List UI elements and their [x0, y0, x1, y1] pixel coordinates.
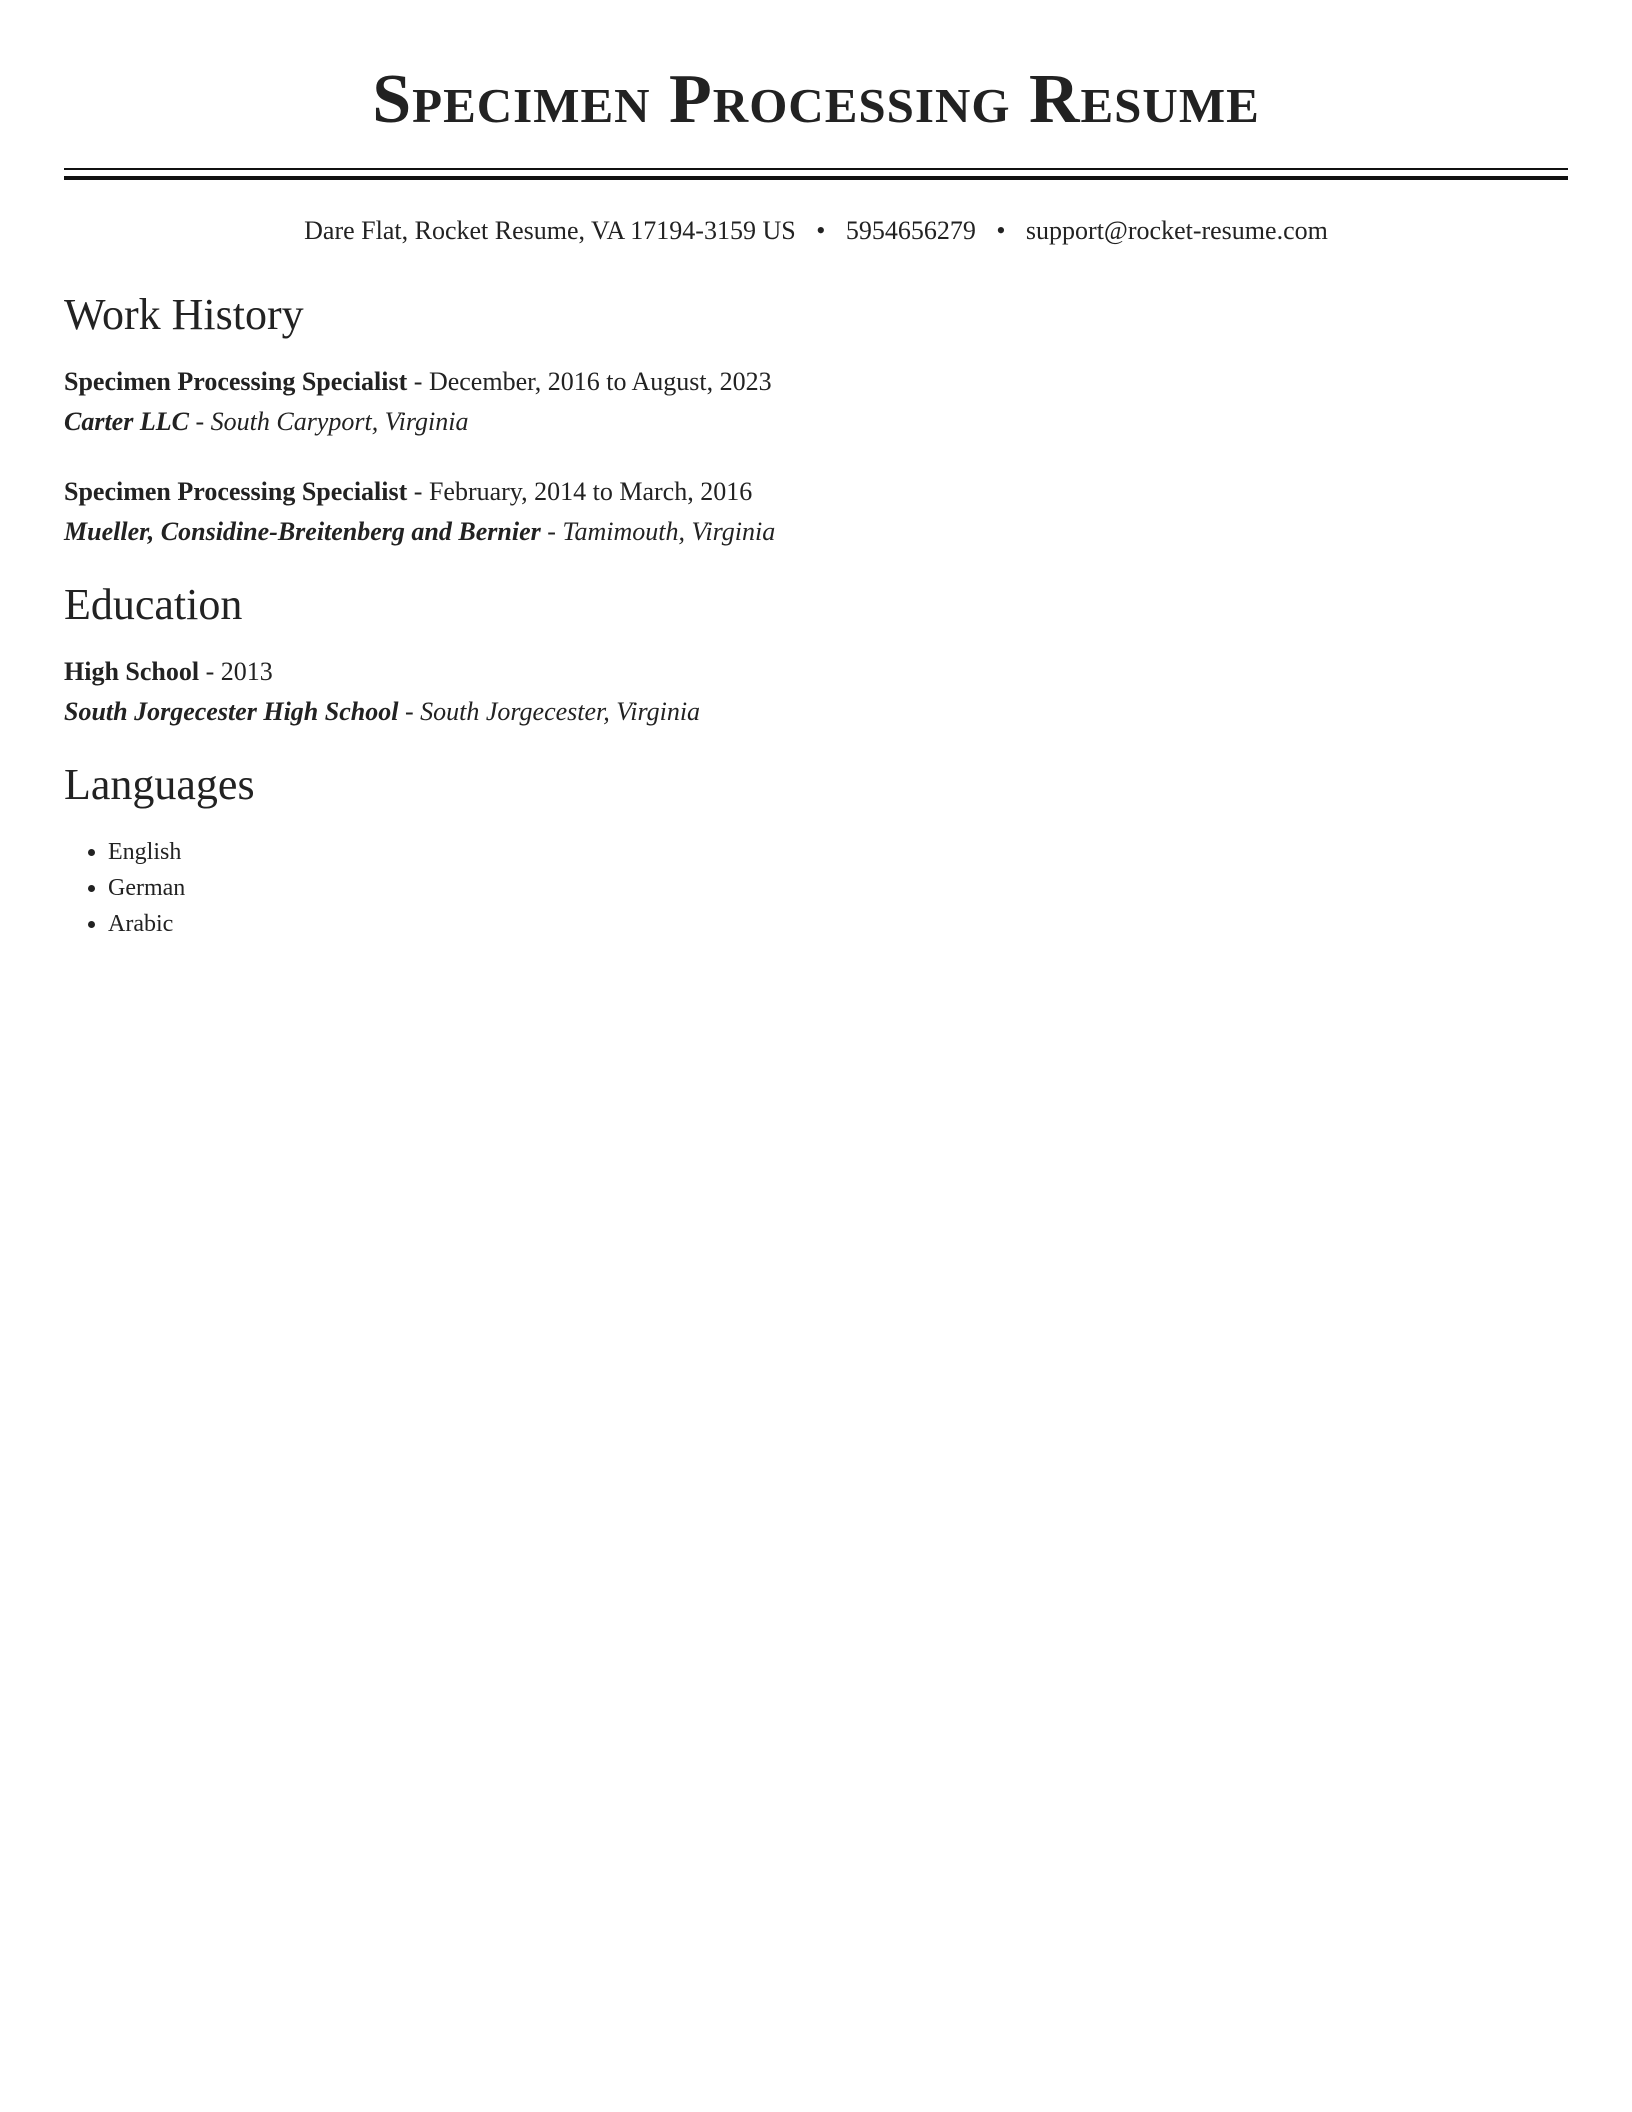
languages-list: [64, 834, 1568, 942]
education-degree-line: [64, 652, 1568, 692]
contact-address: Dare Flat, Rocket Resume, VA 17194-3159 US: [304, 216, 796, 245]
job-dates: February, 2014 to March, 2016: [428, 477, 753, 506]
dash-separator: -: [404, 697, 414, 726]
work-entry: [64, 472, 1568, 552]
work-entry-title-line: [64, 362, 1568, 402]
job-title: Specimen Processing Specialist: [64, 477, 408, 506]
languages-heading: Languages: [64, 760, 255, 809]
contact-email: support@rocket-resume.com: [1025, 216, 1328, 245]
education-school-line: [64, 692, 1568, 732]
contact-phone: 5954656279: [845, 216, 976, 245]
job-title: Specimen Processing Specialist: [64, 367, 408, 396]
language-item: • Arabic: [108, 906, 1568, 942]
degree: High School: [64, 657, 200, 686]
dash-separator: -: [413, 367, 423, 396]
dash-separator: -: [195, 407, 205, 436]
work-entry: [64, 362, 1568, 442]
school-location: South Jorgecester, Virginia: [420, 697, 701, 726]
company-name: Carter LLC: [64, 407, 189, 436]
company-location: Tamimouth, Virginia: [562, 517, 776, 546]
work-entry-company-line: [64, 512, 1568, 552]
work-entry-title-line: [64, 472, 1568, 512]
language-item: • German: [108, 870, 1568, 906]
dash-separator: -: [547, 517, 556, 546]
job-dates: December, 2016 to August, 2023: [428, 367, 772, 396]
resume-title: Specimen Processing Resume: [372, 61, 1260, 138]
dash-separator: -: [205, 657, 215, 686]
title-divider: [64, 168, 1568, 180]
school-name: South Jorgecester High School: [64, 697, 399, 726]
language-item: • English: [108, 834, 1568, 870]
work-entry-company-line: [64, 402, 1568, 442]
dash-separator: -: [413, 477, 423, 506]
company-location: South Caryport, Virginia: [210, 407, 469, 436]
company-name: Mueller, Considine-Breitenberg and Bernier: [64, 517, 541, 546]
contact-line: [64, 214, 1568, 248]
contact-separator: •: [816, 216, 826, 245]
education-entry: [64, 652, 1568, 732]
work-history-heading: Work History: [64, 290, 304, 339]
education-heading: Education: [64, 580, 243, 629]
contact-separator: •: [996, 216, 1006, 245]
graduation-year: 2013: [220, 657, 273, 686]
